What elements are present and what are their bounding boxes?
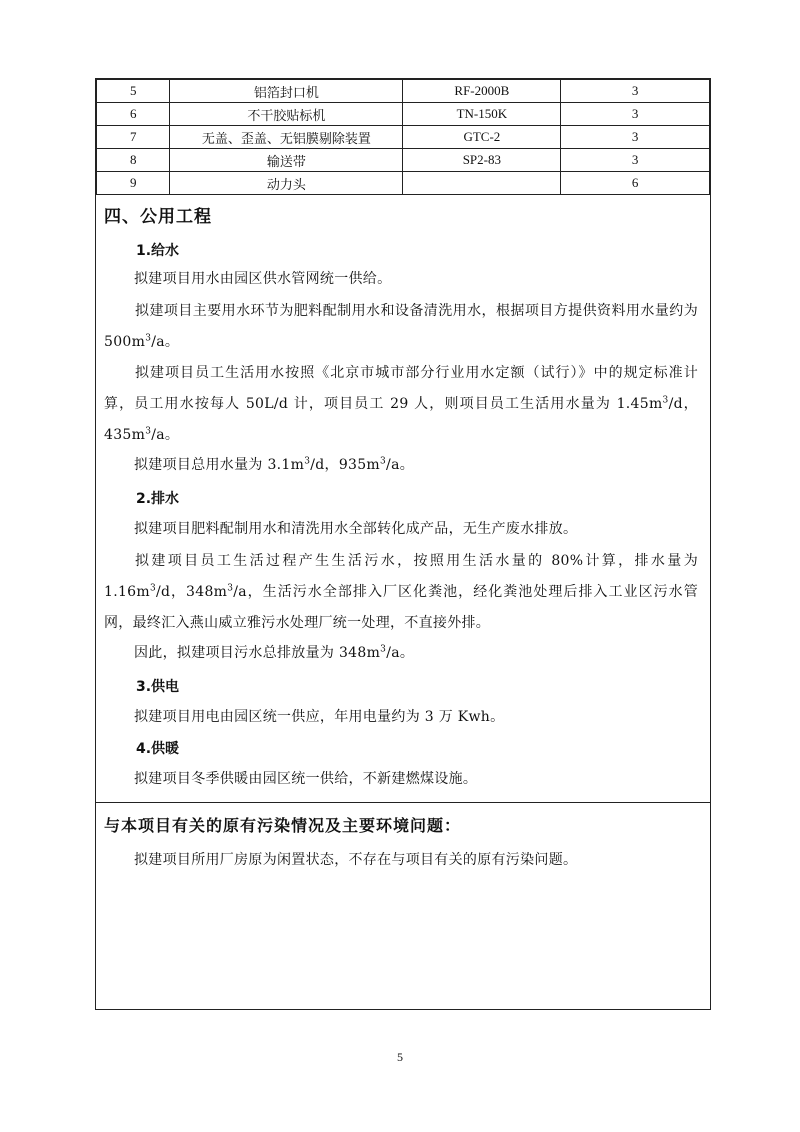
table-row: [97, 149, 710, 172]
cell-name: 不干胶贴标机: [170, 103, 403, 126]
utilities-section: [96, 200, 710, 803]
table-row: [97, 126, 710, 149]
cell-name: 铝箔封口机: [170, 80, 403, 103]
cell-name: 输送带: [170, 149, 403, 172]
heating-p1: 拟建项目冬季供暖由园区统一供给，不新建燃煤设施。: [134, 771, 478, 787]
water-supply-p1: 拟建项目用水由园区供水管网统一供给。: [134, 271, 392, 287]
table-row: [97, 80, 710, 103]
cell-qty: 3: [561, 80, 710, 103]
table-row: [97, 103, 710, 126]
pollution-title: 与本项目有关的原有污染情况及主要环境问题：: [104, 816, 462, 835]
equipment-table: [96, 79, 710, 195]
cell-model: SP2-83: [403, 149, 561, 172]
document-frame: [95, 78, 711, 1010]
cell-name: 无盖、歪盖、无铝膜剔除装置: [170, 126, 403, 149]
table-row: [97, 172, 710, 195]
drainage-heading: 2.排水: [136, 491, 180, 507]
section-title: 四、公用工程: [104, 207, 212, 227]
water-supply-heading: 1.给水: [136, 243, 180, 259]
drainage-p1: 拟建项目肥料配制用水和清洗用水全部转化成产品，无生产废水排放。: [134, 521, 578, 537]
cell-name: 动力头: [170, 172, 403, 195]
heating-heading: 4.供暖: [136, 741, 180, 757]
cell-qty: 3: [561, 103, 710, 126]
cell-no: 7: [97, 126, 170, 149]
cell-model: TN-150K: [403, 103, 561, 126]
pollution-p1: 拟建项目所用厂房原为闲置状态，不存在与项目有关的原有污染问题。: [134, 852, 578, 868]
cell-model: GTC-2: [403, 126, 561, 149]
cell-qty: 3: [561, 126, 710, 149]
water-supply-p3: 拟建项目员工生活用水按照《北京市城市部分行业用水定额（试行）》中的规定标准计算，员工用水按每人 50L/d 计，项目员工 29 人，则项目员工生活用水量为 $1.45m^3/d$，$435m^3/a$。: [104, 365, 698, 443]
cell-qty: 6: [561, 172, 710, 195]
drainage-p3: 因此，拟建项目污水总排放量为 $348m^3/a$。: [134, 644, 415, 661]
page-number: 5: [397, 1050, 403, 1064]
cell-model: [403, 172, 561, 195]
cell-model: RF-2000B: [403, 80, 561, 103]
cell-qty: 3: [561, 149, 710, 172]
drainage-p2: 拟建项目员工生活过程产生生活污水，按照用生活水量的 80%计算，排水量为 $1.16m^3/d$，$348m^3/a$，生活污水全部排入厂区化粪池，经化粪池处理后排入工业区污水管网，最终汇入燕山威立雅污水处理厂统一处理，不直接外排。: [104, 553, 698, 631]
cell-no: 5: [97, 80, 170, 103]
power-p1: 拟建项目用电由园区统一供应，年用电量约为 3 万 Kwh。: [134, 709, 505, 725]
water-supply-p4: 拟建项目总用水量为 $3.1m^3/d$，$935m^3/a$。: [134, 456, 415, 473]
cell-no: 6: [97, 103, 170, 126]
cell-no: 9: [97, 172, 170, 195]
cell-no: 8: [97, 149, 170, 172]
water-supply-p2: 拟建项目主要用水环节为肥料配制用水和设备清洗用水，根据项目方提供资料用水量约为 $500m^3/a$。: [104, 303, 698, 350]
power-heading: 3.供电: [136, 679, 180, 695]
